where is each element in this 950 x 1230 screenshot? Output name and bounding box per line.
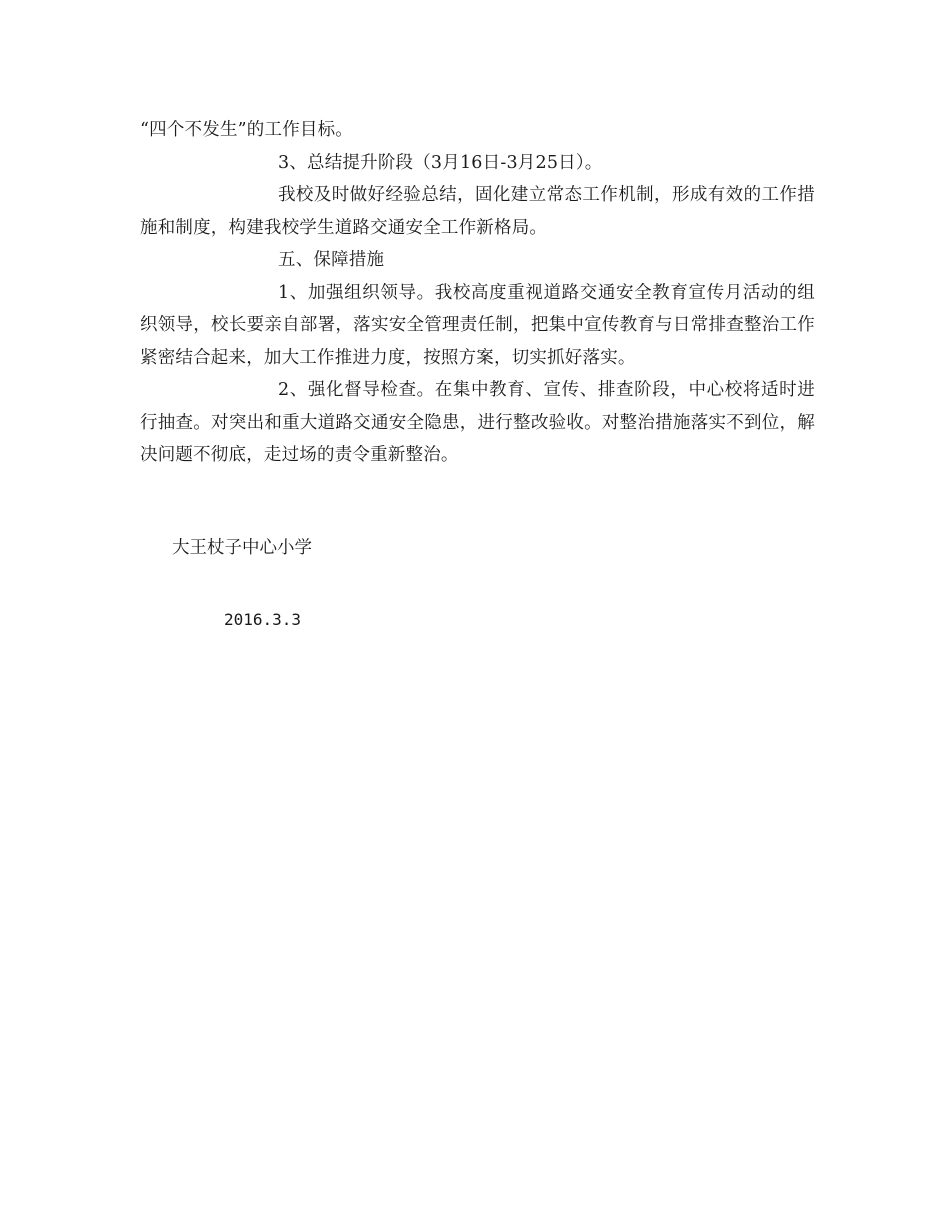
- paragraph-organization-leadership: 1、加强组织领导。我校高度重视道路交通安全教育宣传月活动的组织领导，校长要亲自部署，落实安全管理责任制，把集中宣传教育与日常排查整治工作紧密结合起来，加大工作推进力度，按照方案，切实抓好落实。: [140, 282, 815, 368]
- signature-school-name: 大王杖子中心小学: [172, 538, 312, 558]
- heading-summary-stage: 3、总结提升阶段（3月16日-3月25日）。: [278, 152, 603, 173]
- paragraph-supervision-inspection: 2、强化督导检查。在集中教育、宣传、排查阶段，中心校将适时进行抽查。对突出和重大道路交通安全隐患，进行整改验收。对整治措施落实不到位，解决问题不彻底，走过场的责令重新整治。: [140, 380, 815, 465]
- paragraph-summary-stage: 我校及时做好经验总结，固化建立常态工作机制，形成有效的工作措施和制度，构建我校学生道路交通安全工作新格局。: [140, 185, 815, 238]
- document-date: 2016.3.3: [224, 610, 302, 629]
- document-body: [140, 114, 815, 472]
- heading-safeguard-measures: 五、保障措施: [278, 250, 385, 270]
- paragraph-work-goal: “四个不发生”的工作目标。: [140, 120, 353, 140]
